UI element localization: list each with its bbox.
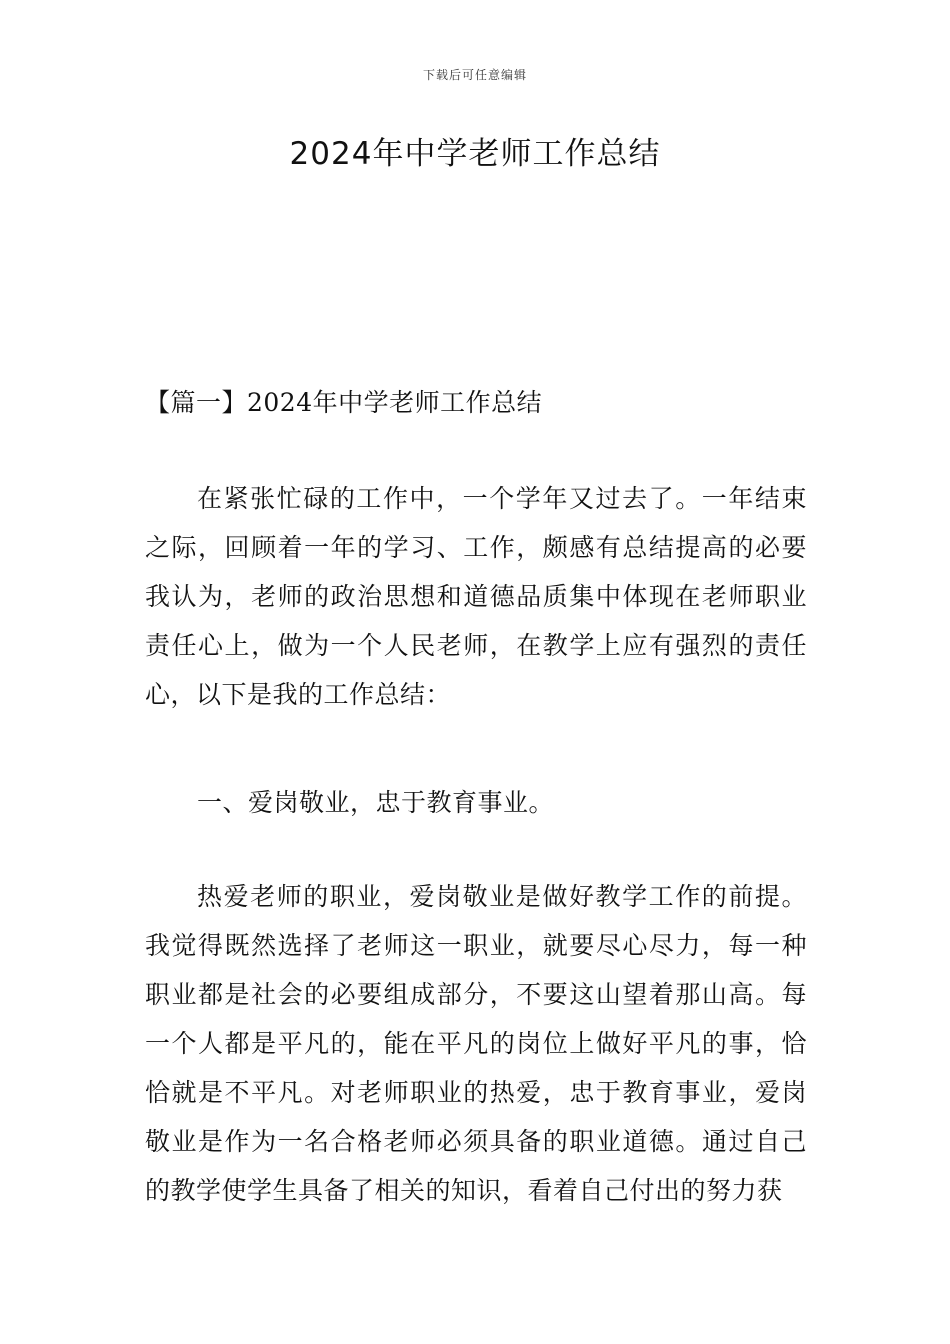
header-note: 下载后可任意编辑	[422, 68, 527, 82]
section-heading: 【篇一】2024年中学老师工作总结	[145, 388, 543, 417]
list-item-heading: 一、爱岗敬业，忠于教育事业。	[197, 788, 555, 817]
paragraph-body: 热爱老师的职业，爱岗敬业是做好教学工作的前提。我觉得既然选择了老师这一职业，就要尽心尽力，每一种职业都是社会的必要组成部分，不要这山望着那山高。每一个人都是平凡的，能在平凡的岗位上做好平凡的事，恰恰就是不平凡。对老师职业的热爱，忠于教育事业，爱岗敬业是作为一名合格老师必须具备的职业道德。通过自己的教学使学生具备了相关的知识，看着自己付出的努力获	[145, 882, 807, 1205]
paragraph-intro: 在紧张忙碌的工作中，一个学年又过去了。一年结束之际，回顾着一年的学习、工作，颇感有总结提高的必要我认为，老师的政治思想和道德品质集中体现在老师职业责任心上，做为一个人民老师，在教学上应有强烈的责任心，以下是我的工作总结：	[145, 484, 807, 709]
document-title: 2024年中学老师工作总结	[289, 136, 661, 172]
